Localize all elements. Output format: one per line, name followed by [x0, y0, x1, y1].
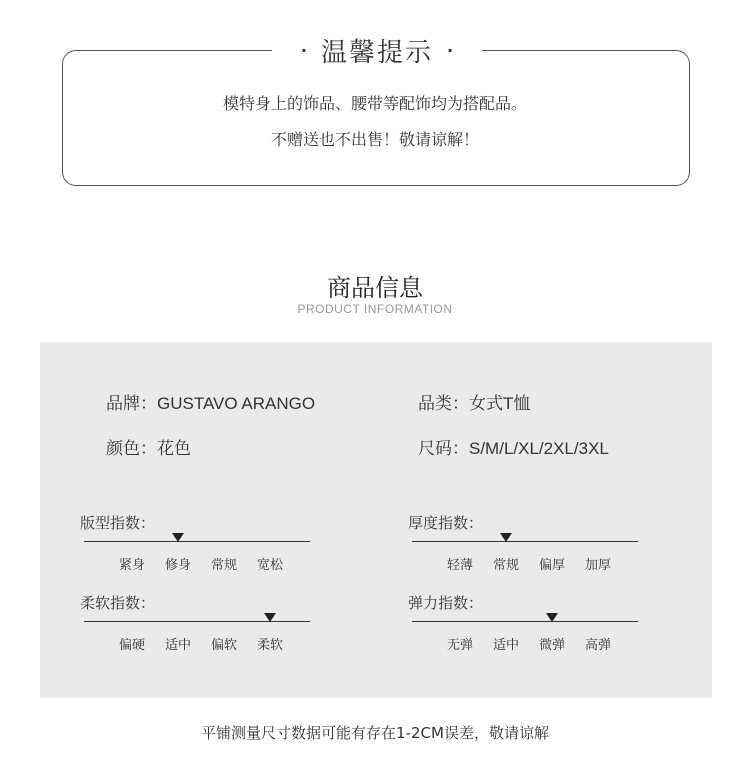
thickness-option: 轻薄 [446, 558, 474, 573]
elasticity-index-scale [408, 592, 638, 662]
size-value: S/M/L/XL/2XL/3XL [469, 439, 609, 458]
color-label: 颜色： [106, 439, 157, 459]
size-label: 尺码： [418, 439, 469, 459]
section-title: 商品信息 [327, 274, 423, 302]
fit-index-scale [80, 512, 310, 582]
fit-option: 常规 [210, 558, 238, 573]
thickness-index-label: 厚度指数： [408, 514, 484, 532]
category-field [418, 389, 530, 414]
fit-index-marker [172, 533, 184, 542]
softness-option: 偏软 [210, 638, 238, 653]
color-value: 花色 [157, 439, 191, 458]
brand-field [106, 389, 315, 414]
section-subtitle: PRODUCT INFORMATION [297, 302, 453, 316]
softness-index-marker [264, 613, 276, 622]
softness-index-scale [80, 592, 310, 662]
thickness-index-marker [500, 533, 512, 542]
elasticity-option: 无弹 [446, 638, 474, 653]
category-label: 品类： [418, 394, 469, 414]
thickness-index-scale [408, 512, 638, 582]
elasticity-index-label: 弹力指数： [408, 594, 484, 612]
measurement-footnote: 平铺测量尺寸数据可能有存在1-2CM误差，敬请谅解 [201, 724, 549, 742]
thickness-option: 常规 [492, 558, 520, 573]
notice-title: 温馨提示 [320, 37, 433, 68]
elasticity-index-line [412, 621, 638, 622]
notice-text-accessories: 模特身上的饰品、腰带等配饰均为搭配品。 [222, 94, 527, 113]
elasticity-option: 高弹 [584, 638, 612, 653]
elasticity-option: 微弹 [538, 638, 566, 653]
softness-option: 偏硬 [118, 638, 146, 653]
fit-option: 修身 [164, 558, 192, 573]
softness-index-line [84, 621, 310, 622]
softness-option: 柔软 [256, 638, 284, 653]
softness-option: 适中 [164, 638, 192, 653]
softness-index-label: 柔软指数： [80, 594, 156, 612]
thickness-index-line [412, 541, 638, 542]
notice-dot-right: · [447, 40, 454, 60]
fit-option: 宽松 [256, 558, 284, 573]
thickness-option: 偏厚 [538, 558, 566, 573]
brand-label: 品牌： [106, 394, 157, 414]
elasticity-index-marker [546, 613, 558, 622]
notice-title-group [272, 28, 482, 72]
brand-value: GUSTAVO ARANGO [157, 394, 316, 413]
fit-index-line [84, 541, 310, 542]
color-field [106, 434, 191, 459]
product-info-panel [40, 342, 712, 698]
elasticity-option: 适中 [492, 638, 520, 653]
notice-text-not-for-sale: 不赠送也不出售！敬请谅解！ [270, 130, 479, 149]
size-field [418, 434, 609, 459]
notice-dot-left: · [300, 40, 307, 60]
category-value: 女式T恤 [469, 394, 531, 413]
fit-option: 紧身 [118, 558, 146, 573]
fit-index-label: 版型指数： [80, 514, 156, 532]
thickness-option: 加厚 [584, 558, 612, 573]
